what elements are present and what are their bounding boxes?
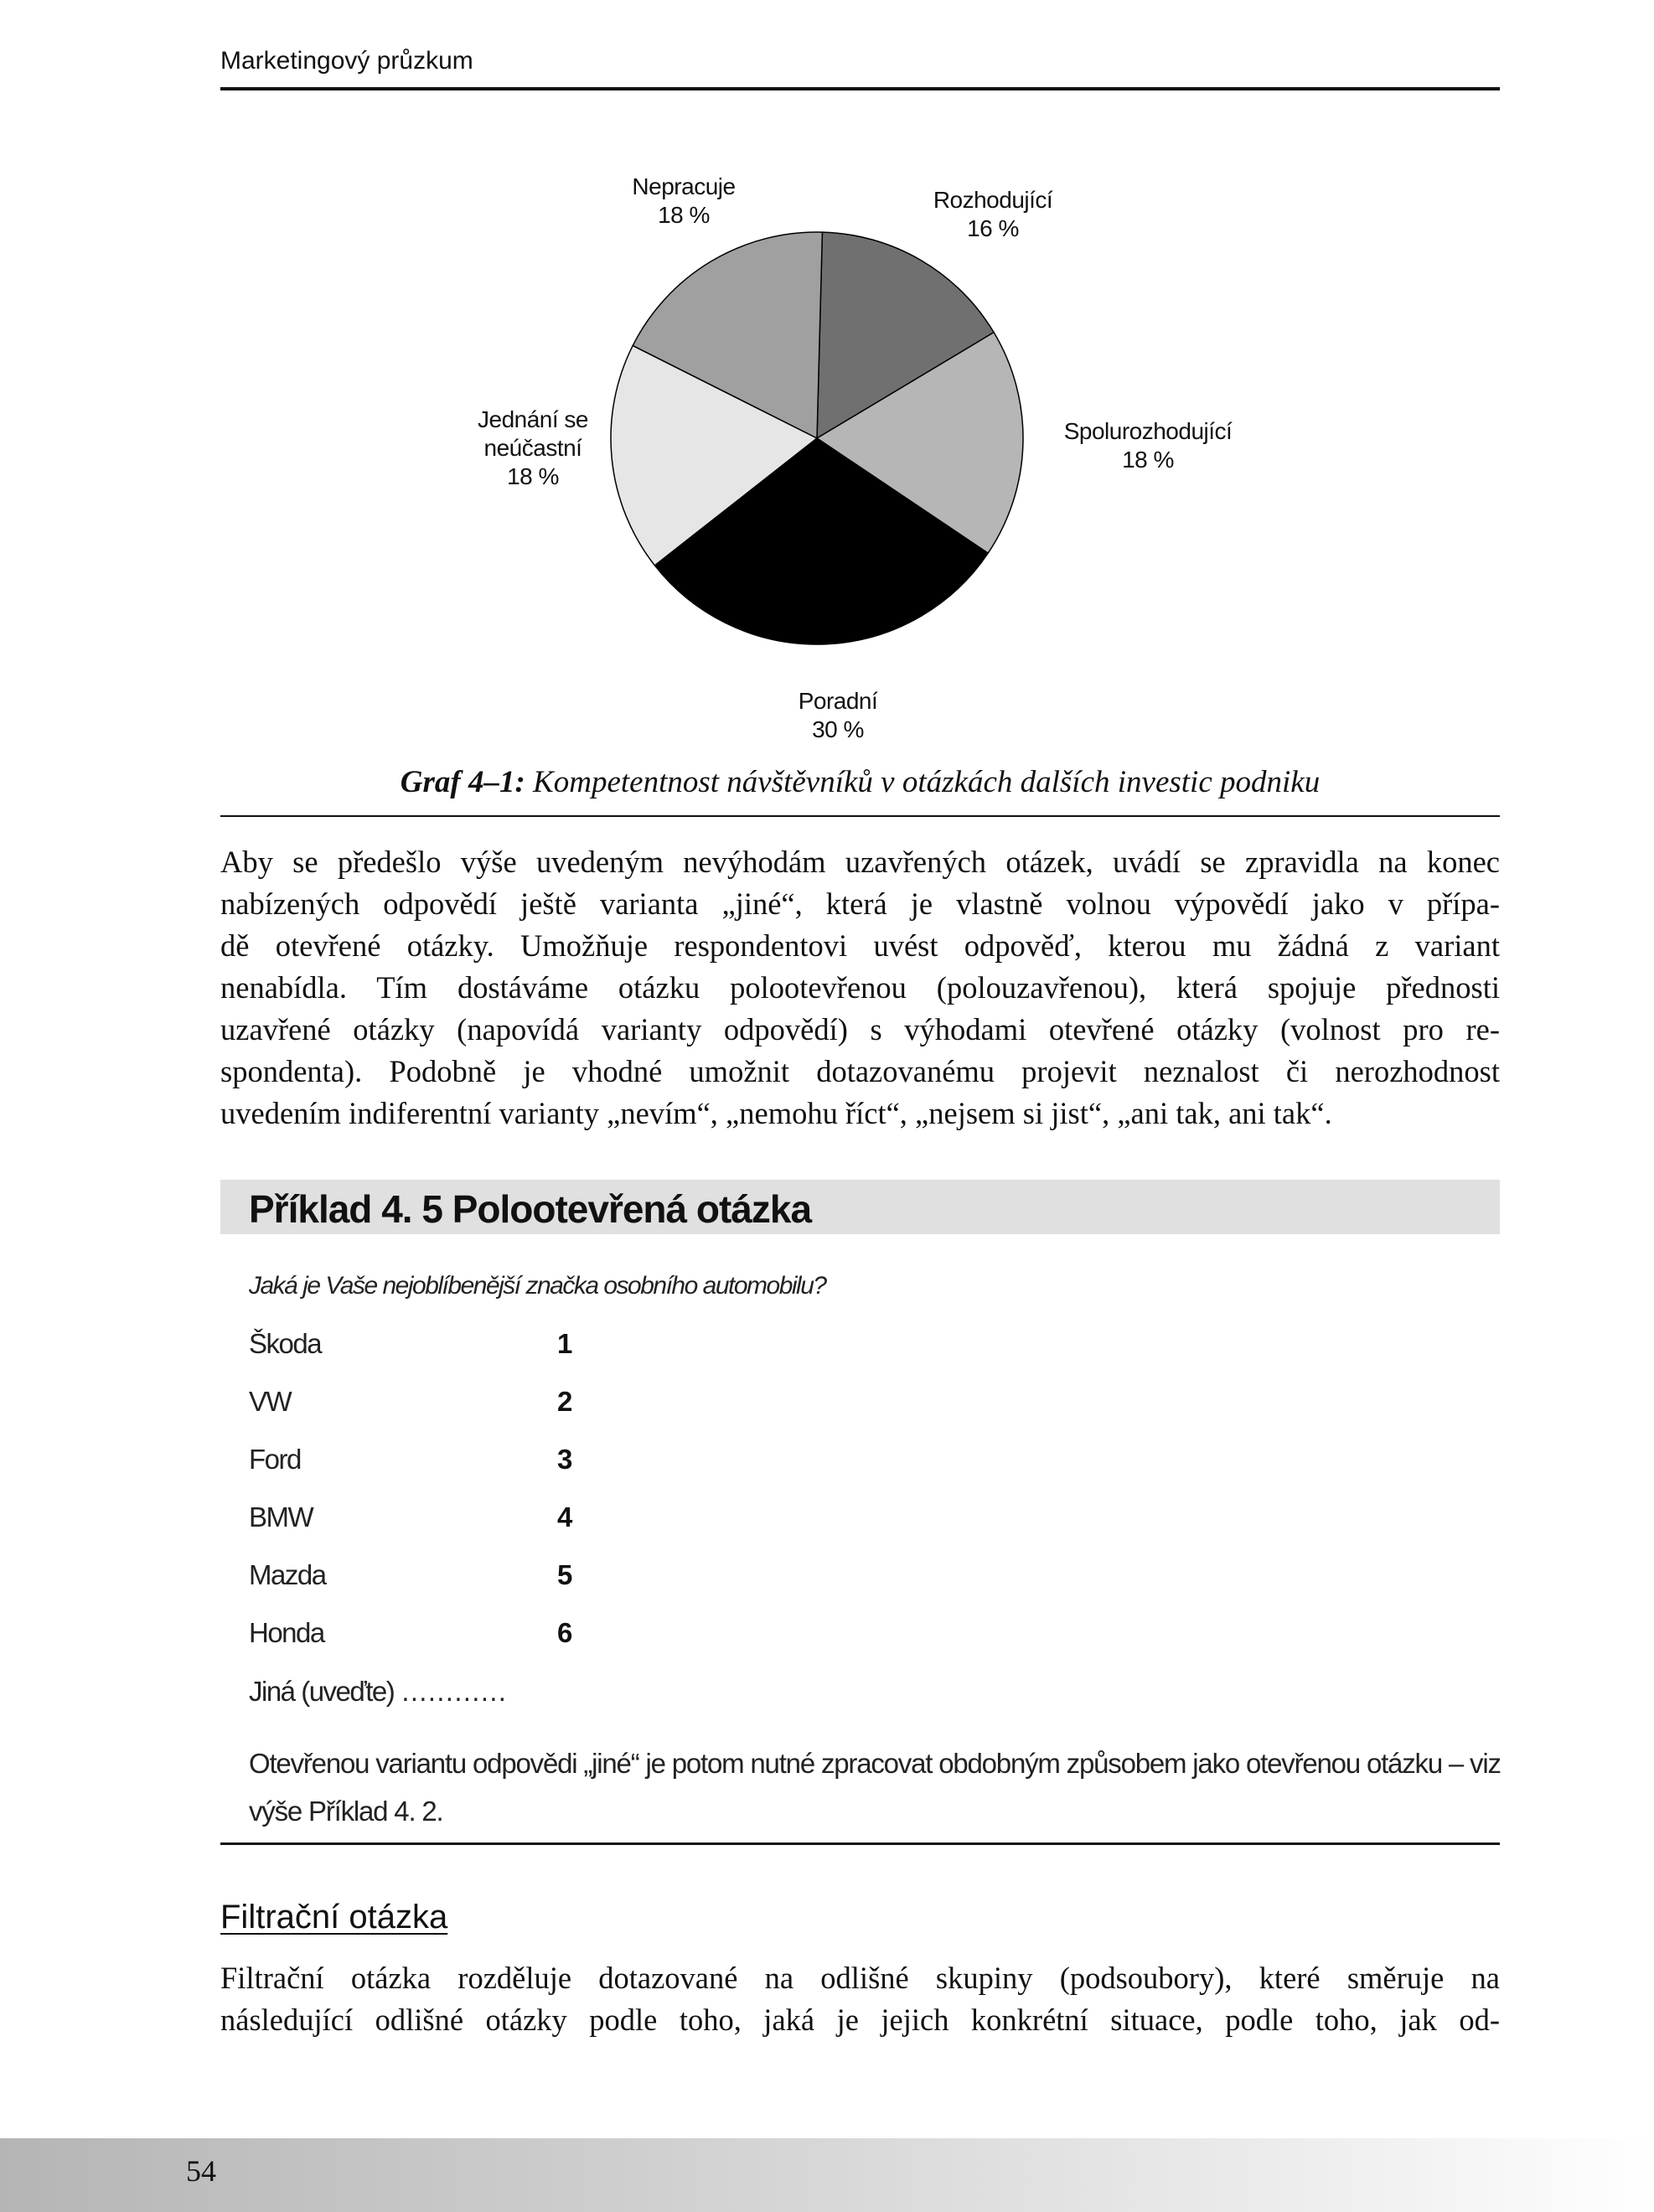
slice-name: Spolurozhodující [1063, 418, 1233, 444]
page-footer [0, 2138, 1654, 2212]
slice-name: Nepracuje [632, 173, 736, 199]
caption-label: Graf 4–1: [400, 765, 525, 799]
slice-name: Poradní [798, 688, 878, 714]
running-header: Marketingový průzkum [220, 47, 473, 75]
option-code: 3 [557, 1444, 573, 1475]
text-line: Filtrační otázka rozděluje dotazované na odlišné skupiny (podsoubory), které směruje na [220, 1961, 1500, 1995]
slice-value: 18 % [1122, 447, 1174, 473]
text-line: spondenta). Podobně je vhodné umožnit dotazovanému projevit neznalost či nerozhodnost [220, 1054, 1500, 1088]
caption-rule [220, 815, 1500, 817]
example-note: Otevřenou variantu odpovědi „jiné“ je potom nutné zpracovat obdobným způsobem jako otevřenou otázku – viz [249, 1748, 1501, 1779]
section-heading: Filtrační otázka [220, 1899, 448, 1936]
option-label: Mazda [249, 1559, 326, 1590]
option-code: 1 [557, 1328, 573, 1359]
text-line: dě otevřené otázky. Umožňuje respondentovi uvést odpověď, kterou mu žádná z variant [220, 928, 1500, 963]
pie-label-poradni [799, 687, 878, 744]
option-code: 5 [557, 1559, 573, 1590]
slice-name: neúčastní [483, 435, 582, 461]
option-label: Honda [249, 1617, 324, 1648]
example-question: Jaká je Vaše nejoblíbenější značka osobního automobilu? [249, 1272, 826, 1300]
slice-name: Jednání se [478, 406, 588, 432]
slice-value: 30 % [812, 716, 864, 742]
pie-label-jednani [478, 406, 588, 491]
example-header [220, 1180, 1500, 1234]
text-line: Aby se předešlo výše uvedeným nevýhodám uzavřených otázek, uvádí se zpravidla na konec [220, 845, 1500, 879]
option-other: Jiná (uveďte) ………… [249, 1676, 506, 1707]
option-label: BMW [249, 1501, 313, 1532]
text-line: nenabídla. Tím dostáváme otázku polootevřenou (polouzavřenou), která spojuje přednosti [220, 970, 1500, 1005]
option-label: Ford [249, 1444, 301, 1475]
figure-caption [220, 764, 1500, 800]
slice-value: 18 % [507, 463, 559, 489]
option-code: 4 [557, 1501, 573, 1532]
option-label: VW [249, 1386, 292, 1417]
body-paragraph [220, 1957, 1500, 2041]
example-rule [220, 1842, 1500, 1845]
example-title: Příklad 4. 5 Polootevřená otázka [249, 1187, 812, 1231]
option-label: Škoda [249, 1328, 322, 1359]
page-number: 54 [186, 2154, 216, 2188]
option-code: 6 [557, 1617, 573, 1648]
slice-name: Rozhodující [933, 187, 1053, 213]
text-line: uzavřené otázky (napovídá varianty odpovědí) s výhodami otevřené otázky (volnost pro re- [220, 1012, 1500, 1047]
example-note: výše Příklad 4. 2. [249, 1796, 443, 1827]
text-line: nabízených odpovědí ještě varianta „jiné“, která je vlastně volnou výpovědí jako v přípa- [220, 886, 1500, 921]
pie-label-spolurozhodujici [1064, 417, 1233, 474]
body-paragraph [220, 841, 1500, 1134]
caption-text: Kompetentnost návštěvníků v otázkách dalších investic podniku [525, 765, 1321, 799]
slice-value: 18 % [658, 202, 710, 228]
pie-label-rozhodujici [933, 186, 1052, 243]
slice-value: 16 % [967, 215, 1019, 241]
text-line: uvedením indiferentní varianty „nevím“, „nemohu říct“, „nejsem si jist“, „ani tak, ani tak“. [220, 1096, 1332, 1130]
pie-label-nepracuje [632, 173, 735, 230]
text-line: následující odlišné otázky podle toho, jaká je jejich konkrétní situace, podle toho, jak od- [220, 2003, 1500, 2037]
option-code: 2 [557, 1386, 573, 1417]
